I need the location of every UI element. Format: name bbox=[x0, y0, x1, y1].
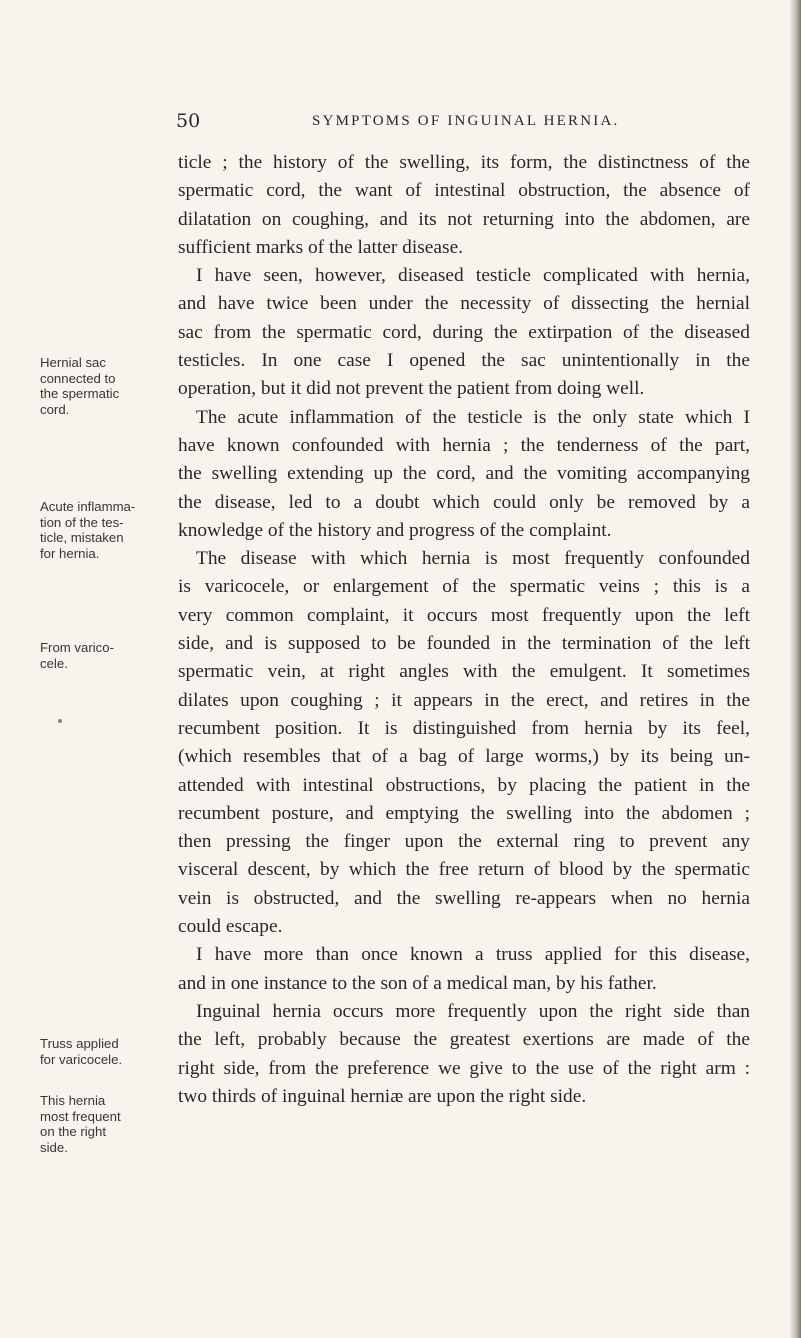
text-line: visceral descent, by which the free return of blood by the spermatic bbox=[178, 859, 750, 881]
margin-note-line: for varicocele. bbox=[40, 1051, 123, 1067]
text-line: the disease, led to a doubt which could only be removed by a bbox=[178, 491, 750, 513]
text-line: (which resembles that of a bag of large worms,) by its being un- bbox=[178, 746, 750, 768]
text-line: attended with intestinal obstructions, by placing the patient in the bbox=[178, 774, 750, 796]
text-line: recumbent position. It is distinguished from hernia by its feel, bbox=[178, 717, 750, 739]
margin-note-line: the spermatic bbox=[40, 386, 120, 401]
margin-note-line: From varico- bbox=[40, 640, 114, 655]
page-header bbox=[176, 110, 736, 138]
text-line: dilates upon coughing ; it appears in the erect, and retires in the bbox=[178, 689, 750, 711]
text-line: side, and is supposed to be founded in the termination of the left bbox=[178, 633, 750, 655]
text-line: Inguinal hernia occurs more frequently upon the right side than bbox=[196, 1000, 750, 1022]
text-line: very common complaint, it occurs most frequently upon the left bbox=[178, 604, 750, 626]
page-number: 50 bbox=[176, 110, 201, 132]
text-line: the left, probably because the greatest exertions are made of the bbox=[178, 1029, 750, 1051]
text-line: could escape. bbox=[178, 916, 283, 938]
text-line: recumbent posture, and emptying the swelling into the abdomen ; bbox=[178, 802, 750, 824]
margin-note bbox=[40, 499, 168, 561]
margin-note-line: cord. bbox=[40, 401, 70, 417]
margin-note-line: This hernia bbox=[40, 1093, 106, 1108]
text-line: spermatic vein, at right angles with the emulgent. It sometimes bbox=[178, 661, 750, 683]
text-line: then pressing the finger upon the external ring to prevent any bbox=[178, 831, 750, 853]
text-line: I have seen, however, diseased testicle complicated with hernia, bbox=[196, 265, 750, 287]
margin-note-line: Hernial sac bbox=[40, 355, 106, 370]
text-line: The disease with which hernia is most frequently confounded bbox=[196, 548, 750, 570]
margin-note bbox=[40, 355, 168, 417]
margin-note-line: ticle, mistaken bbox=[40, 530, 124, 545]
margin-note bbox=[40, 640, 168, 671]
margin-note-line: tion of the tes- bbox=[40, 514, 124, 530]
text-line: and in one instance to the son of a medical man, by his father. bbox=[178, 972, 657, 994]
text-line: right side, from the preference we give to the use of the right arm : bbox=[178, 1057, 750, 1079]
margin-note-line: cele. bbox=[40, 655, 68, 671]
text-line: have known confounded with hernia ; the tenderness of the part, bbox=[178, 434, 750, 456]
text-line: I have more than once known a truss applied for this disease, bbox=[196, 944, 750, 966]
text-line: knowledge of the history and progress of the complaint. bbox=[178, 519, 612, 541]
text-line: two thirds of inguinal herniæ are upon the right side. bbox=[178, 1085, 587, 1107]
running-head: SYMPTOMS OF INGUINAL HERNIA. bbox=[312, 113, 620, 129]
page-edge-shadow bbox=[789, 0, 801, 1338]
text-line: The acute inflammation of the testicle is the only state which I bbox=[196, 406, 750, 428]
text-line: testicles. In one case I opened the sac unintentionally in the bbox=[178, 350, 750, 372]
text-line: is varicocele, or enlargement of the spermatic veins ; this is a bbox=[178, 576, 750, 598]
text-line: operation, but it did not prevent the patient from doing well. bbox=[178, 378, 645, 400]
margin-note bbox=[40, 1093, 168, 1155]
margin-note-line: on the right bbox=[40, 1124, 106, 1139]
margin-note-line: Acute inflamma- bbox=[40, 499, 136, 514]
text-line: the swelling extending up the cord, and the vomiting accompanying bbox=[178, 463, 750, 485]
ink-speck bbox=[58, 719, 62, 723]
margin-note-line: side. bbox=[40, 1139, 68, 1155]
margin-note-line: Truss applied bbox=[40, 1036, 119, 1051]
text-line: sac from the spermatic cord, during the extirpation of the diseased bbox=[178, 321, 750, 343]
text-line: and have twice been under the necessity of dissecting the hernial bbox=[178, 293, 750, 315]
margin-note bbox=[40, 1036, 168, 1067]
margin-note-line: for hernia. bbox=[40, 545, 100, 561]
margin-note-line: connected to bbox=[40, 370, 116, 386]
text-line: vein is obstructed, and the swelling re-appears when no hernia bbox=[178, 887, 750, 909]
body-text bbox=[178, 149, 750, 1111]
text-line: sufficient marks of the latter disease. bbox=[178, 236, 464, 258]
text-line: spermatic cord, the want of intestinal obstruction, the absence of bbox=[178, 180, 750, 202]
margin-note-line: most frequent bbox=[40, 1108, 121, 1124]
text-line: dilatation on coughing, and its not returning into the abdomen, are bbox=[178, 208, 750, 230]
text-line: ticle ; the history of the swelling, its form, the distinctness of the bbox=[178, 152, 750, 173]
